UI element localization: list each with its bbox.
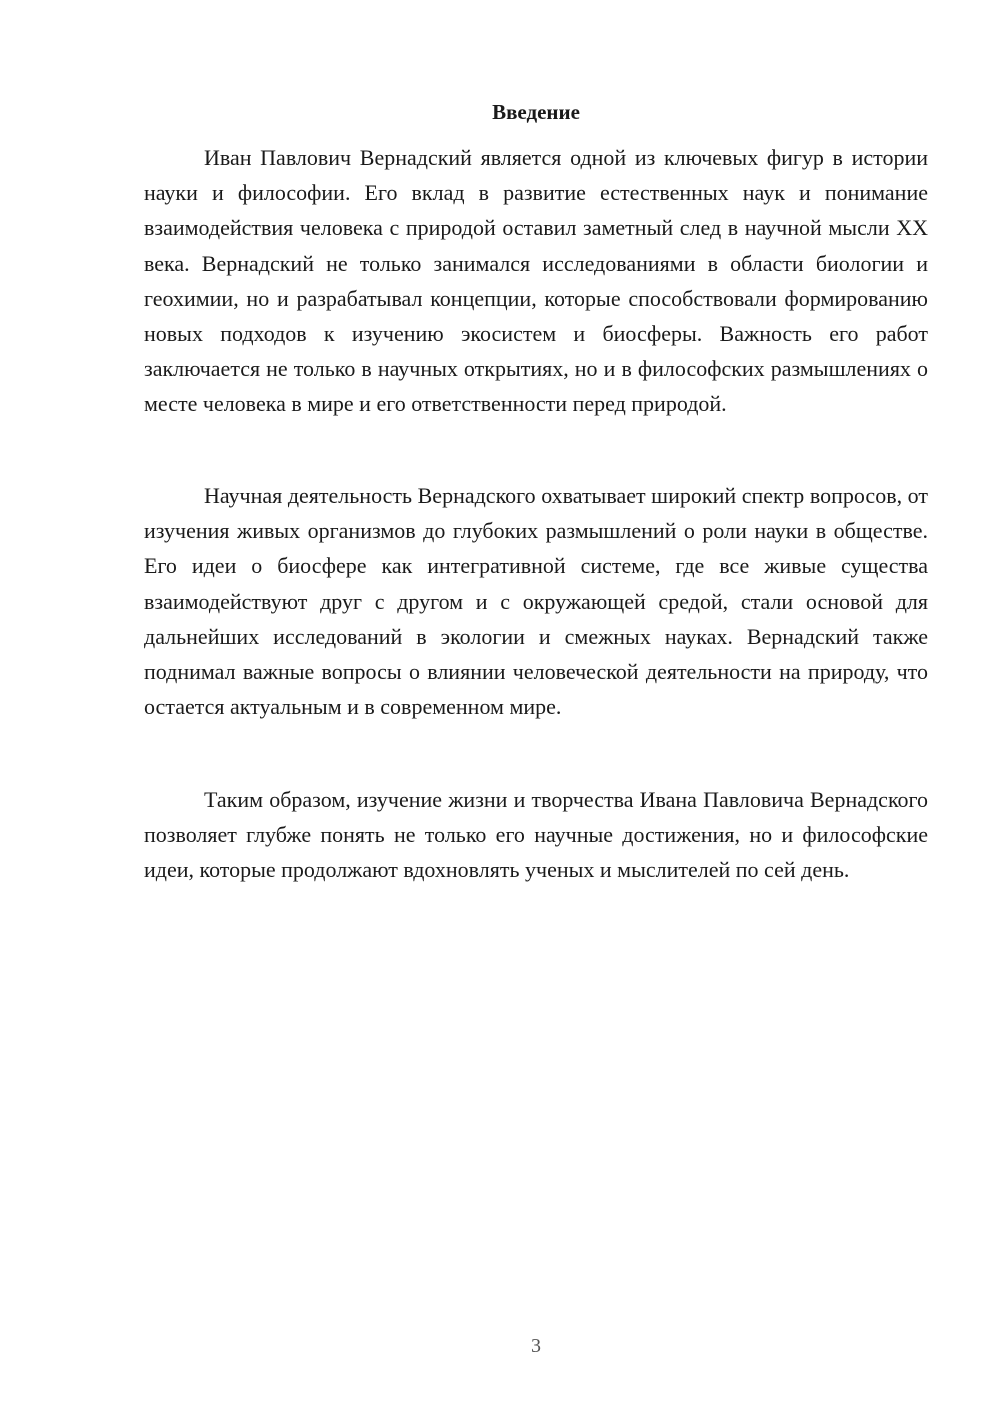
section-title: Введение [492, 100, 580, 124]
page-number: 3 [531, 1335, 541, 1357]
paragraph-1: Иван Павлович Вернадский является одной из ключевых фигур в истории науки и философии. Его вклад в развитие естественных наук и понимание взаимодействия человека с природой оставил заметный след в научной мысли XX века. Вернадский не только занимался исследованиями в области биологии и геохимии, но и разрабатывал концепции, которые способствовали формированию новых подходов к изучению экосистем и биосферы. Важность его работ заключается не только в научных открытиях, но и в философских размышлениях о месте человека в мире и его ответственности перед природой. [144, 145, 928, 417]
paragraph-2: Научная деятельность Вернадского охватывает широкий спектр вопросов, от изучения живых организмов до глубоких размышлений о роли науки в обществе. Его идеи о биосфере как интегративной системе, где все живые существа взаимодействуют друг с другом и с окружающей средой, стали основой для дальнейших исследований в экологии и смежных науках. Вернадский также поднимал важные вопросы о влиянии человеческой деятельности на природу, что остается актуальным и в современном мире. [144, 483, 928, 720]
paragraph-3: Таким образом, изучение жизни и творчества Ивана Павловича Вернадского позволяет глубже понять не только его научные достижения, но и философские идеи, которые продолжают вдохновлять ученых и мыслителей по сей день. [144, 787, 928, 883]
